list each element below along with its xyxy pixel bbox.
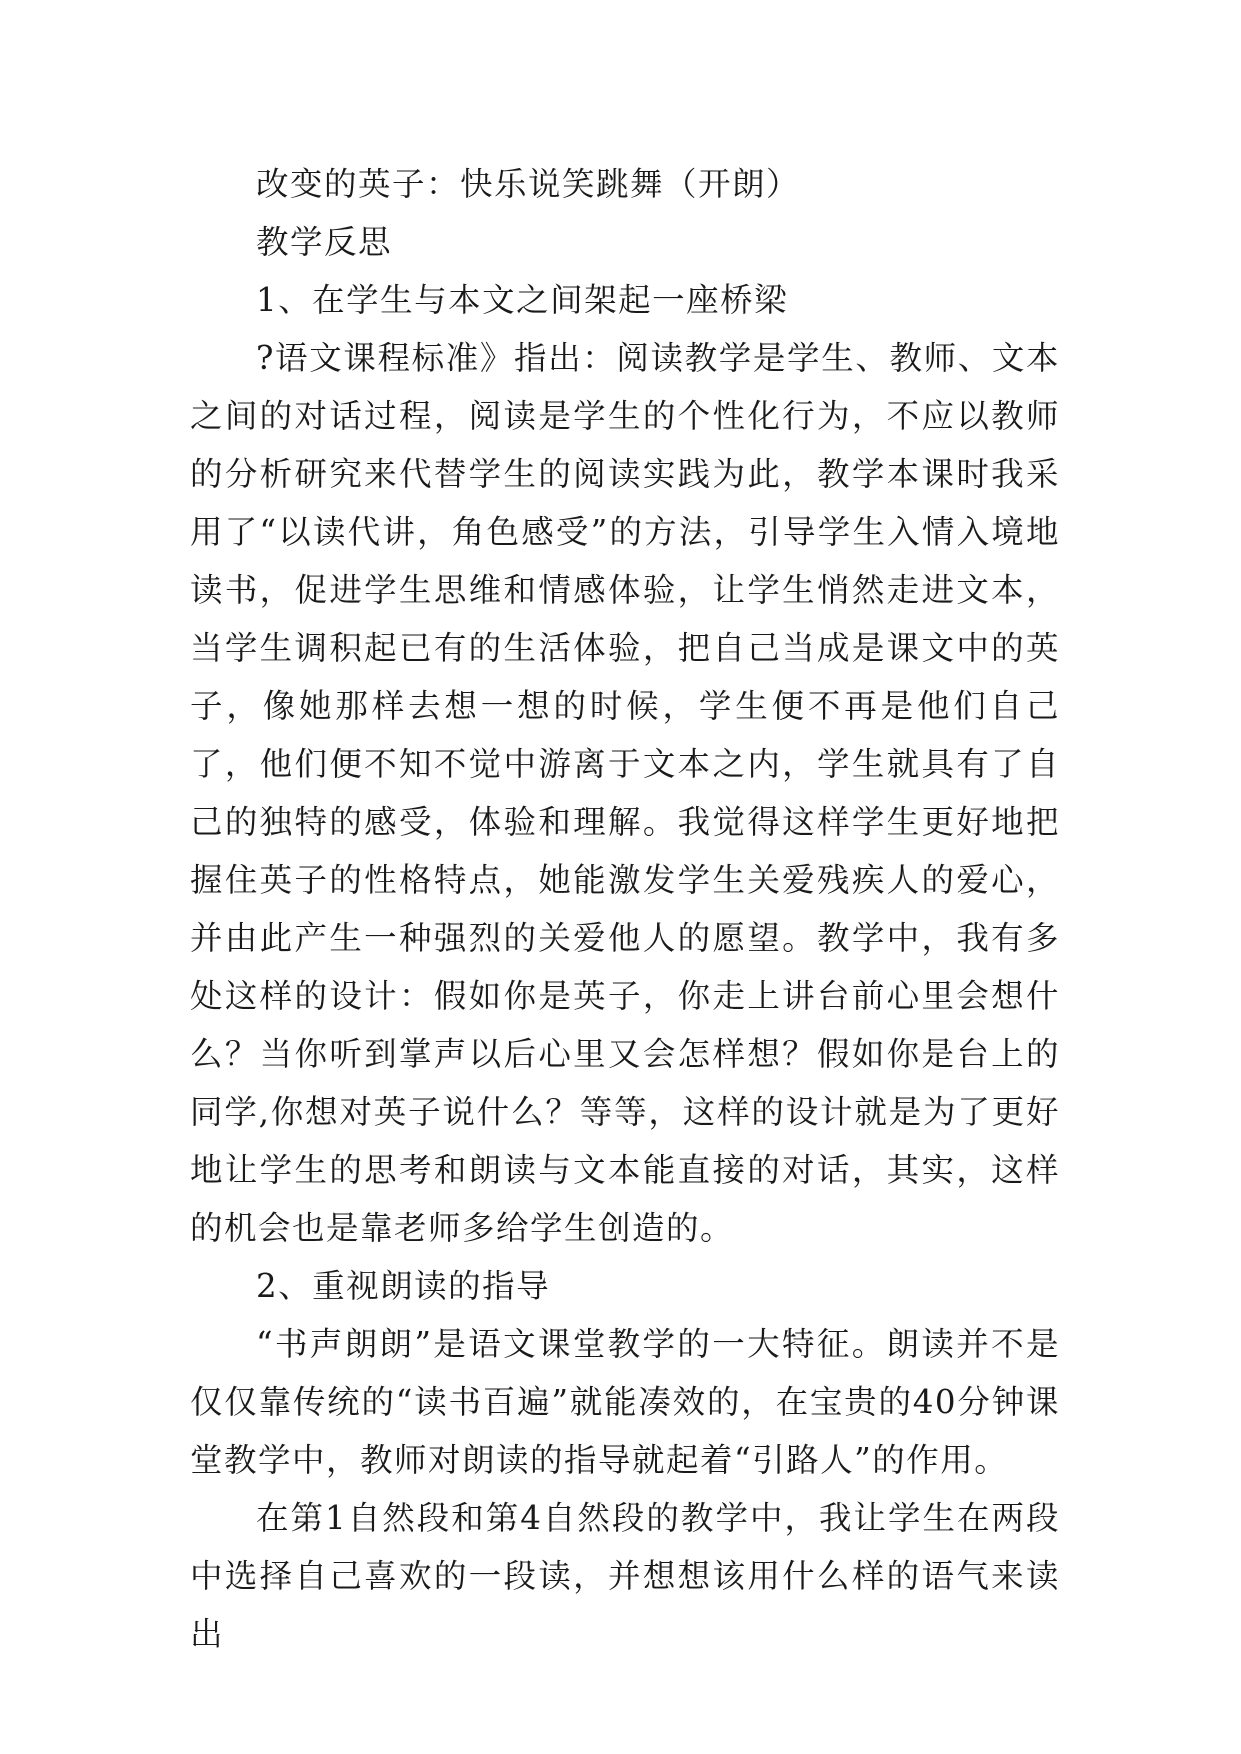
heading-teaching-reflection: 教学反思	[256, 223, 393, 261]
paragraph-reading-aloud: “书声朗朗”是语文课堂教学的一大特征。朗读并不是仅仅靠传统的“读书百遍”就能凑效的，在宝贵的40分钟课堂教学中，教师对朗读的指导就起着“引路人”的作用。	[190, 1325, 1060, 1479]
heading-section-2: 2、重视朗读的指导	[256, 1267, 551, 1305]
document-body	[190, 155, 1060, 1663]
paragraph-change-of-yingzi: 改变的英子：快乐说笑跳舞（开朗）	[256, 165, 801, 203]
heading-section-1: 1、在学生与本文之间架起一座桥梁	[256, 281, 789, 319]
paragraph-curriculum-standard: ?语文课程标准》指出：阅读教学是学生、教师、文本之间的对话过程，阅读是学生的个性化行为，不应以教师的分析研究来代替学生的阅读实践为此，教学本课时我采用了“以读代讲，角色感受”的方法，引导学生入情入境地读书，促进学生思维和情感体验，让学生悄然走进文本，当学生调积起已有的生活体验，把自己当成是课文中的英子，像她那样去想一想的时候，学生便不再是他们自己了，他们便不知不觉中游离于文本之内，学生就具有了自己的独特的感受，体验和理解。我觉得这样学生更好地把握住英子的性格特点，她能激发学生关爱残疾人的爱心，并由此产生一种强烈的关爱他人的愿望。教学中，我有多处这样的设计：假如你是英子，你走上讲台前心里会想什么？当你听到掌声以后心里又会怎样想？假如你是台上的同学,你想对英子说什么？等等，这样的设计就是为了更好地让学生的思考和朗读与文本能直接的对话，其实，这样的机会也是靠老师多给学生创造的。	[190, 339, 1060, 1247]
paragraph-paragraph-choice: 在第1自然段和第4自然段的教学中，我让学生在两段中选择自己喜欢的一段读，并想想该用什么样的语气来读出	[190, 1499, 1060, 1653]
